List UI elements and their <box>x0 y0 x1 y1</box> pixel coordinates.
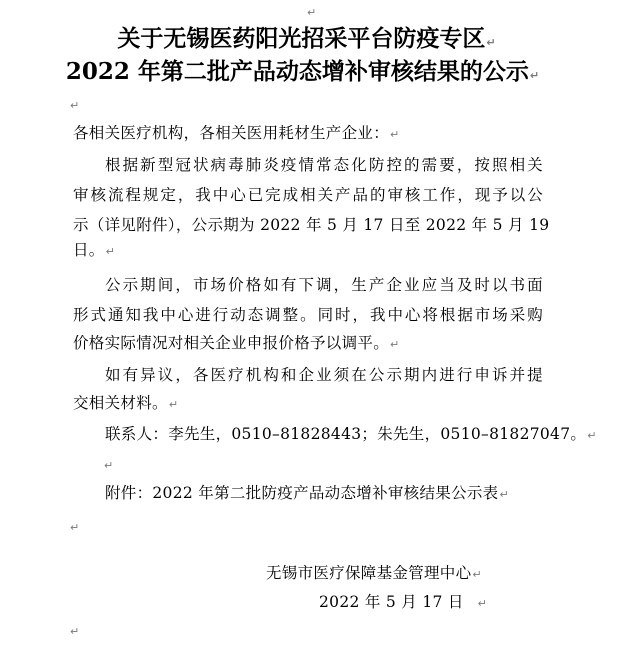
paragraph-mark-icon: ↵ <box>70 521 80 534</box>
paragraph-mark-icon: ↵ <box>472 568 482 581</box>
paragraph2-line2: 形式通知我中心进行动态调整。同时，我中心将根据市场采购 <box>73 306 543 324</box>
paragraph-mark-icon: ↵ <box>168 398 179 411</box>
paragraph-mark-icon: ↵ <box>105 245 116 258</box>
paragraph-mark-icon: ↵ <box>587 429 597 442</box>
signature-org: 无锡市医疗保障基金管理中心↵ <box>266 564 482 582</box>
paragraph1-line2: 审核流程规定，我中心已完成相关产品的审核工作，现予以公 <box>73 186 543 204</box>
paragraph-mark-icon: ↵ <box>499 488 510 501</box>
paragraph-mark-icon: ↵ <box>390 128 400 141</box>
paragraph1-line4: 日。↵ <box>73 241 116 259</box>
paragraph-mark-icon: ↵ <box>104 459 114 472</box>
paragraph1-line1: 根据新型冠状病毒肺炎疫情常态化防控的需要，按照相关 <box>105 156 543 174</box>
paragraph-mark-icon: ↵ <box>477 597 488 610</box>
paragraph-mark-icon: ↵ <box>529 69 540 82</box>
paragraph2-line1: 公示期间，市场价格如有下调，生产企业应当及时以书面 <box>105 276 543 294</box>
document-title-line1: 关于无锡医药阳光招采平台防疫专区↵ <box>117 25 496 52</box>
paragraph-mark-icon: ↵ <box>70 99 80 112</box>
paragraph-mark-icon: ↵ <box>307 6 317 19</box>
paragraph-mark-icon: ↵ <box>390 338 400 351</box>
paragraph1-line3: 示（详见附件），公示期为 2022 年 5 月 17 日至 2022 年 5 月 19 <box>73 216 550 234</box>
signature-date: 2022 年 5 月 17 日 ↵ <box>319 593 488 611</box>
attachment-line: 附件：2022 年第二批防疫产品动态增补审核结果公示表↵ <box>105 484 510 502</box>
paragraph2-line3: 价格实际情况对相关企业申报价格予以调平。↵ <box>73 334 400 352</box>
document-title-line2: 2022 年第二批产品动态增补审核结果的公示↵ <box>65 58 540 85</box>
paragraph3-line2: 交相关材料。↵ <box>73 394 179 412</box>
paragraph-mark-icon: ↵ <box>486 36 496 49</box>
paragraph3-line1: 如有异议，各医疗机构和企业须在公示期内进行申诉并提 <box>105 366 543 384</box>
salutation: 各相关医疗机构，各相关医用耗材生产企业：↵ <box>73 124 400 142</box>
paragraph-mark-icon: ↵ <box>70 625 80 638</box>
contact-line: 联系人：李先生，0510–81828443；朱先生，0510–81827047。↵ <box>105 425 597 443</box>
